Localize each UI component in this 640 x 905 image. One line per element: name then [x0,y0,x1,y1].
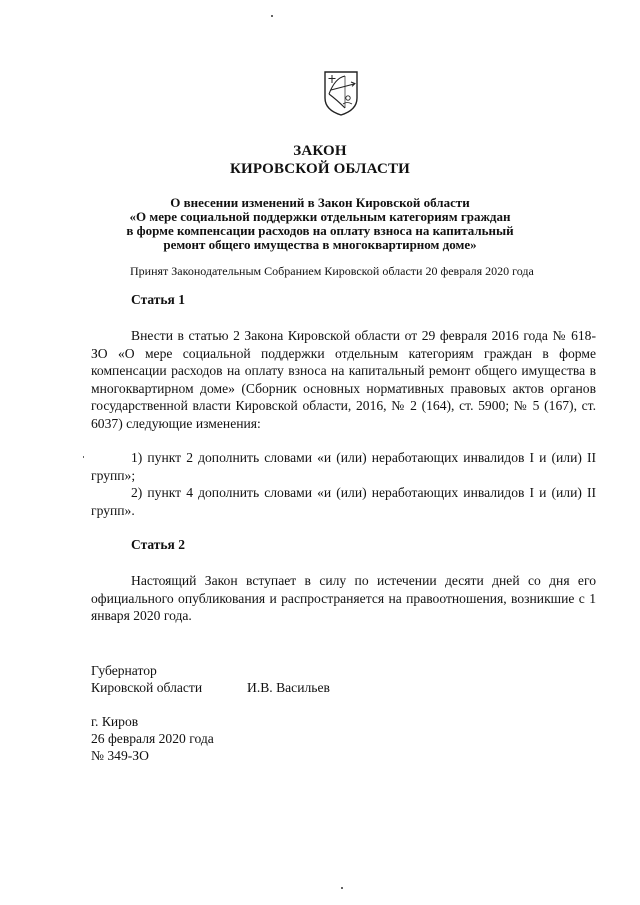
document-title: ЗАКОН [293,143,347,159]
signatory-region: Кировской области [91,680,203,695]
adoption-note: Принят Законодательным Собранием Кировской области 20 февраля 2020 года [130,264,534,278]
article-2-heading: Статья 2 [131,537,185,552]
law-subtitle-line: «О мере социальной поддержки отдельным категориям граждан [129,209,511,224]
scan-speck [83,456,84,458]
article-1-item: 2) пункт 4 дополнить словами «и (или) неработающих инвалидов I и (или) II групп». [91,485,596,518]
article-1-heading: Статья 1 [131,292,185,307]
article-1-item: 1) пункт 2 дополнить словами «и (или) неработающих инвалидов I и (или) II групп»; [91,450,596,483]
scan-speck [341,887,343,889]
article-2-text: Настоящий Закон вступает в силу по истечении десяти дней со дня его официального опубликования и распространяется на правоотношения, возникшие с 1 января 2020 года. [91,573,596,623]
scan-speck [271,15,273,17]
law-subtitle-line: в форме компенсации расходов на оплату взноса на капитальный [126,223,514,238]
law-number: № 349-ЗО [91,748,149,763]
signatory-name: И.В. Васильев [247,680,330,695]
law-subtitle-line: О внесении изменений в Закон Кировской области [170,195,470,210]
signatory-position: Губернатор [91,663,157,678]
law-subtitle-line: ремонт общего имущества в многоквартирном доме» [163,237,477,252]
place-of-signing: г. Киров [91,714,139,729]
signing-date: 26 февраля 2020 года [91,731,214,746]
kirov-region-coat-of-arms-icon [323,70,359,116]
article-1-intro: Внести в статью 2 Закона Кировской области от 29 февраля 2016 года № 618-ЗО «О мере социальной поддержки отдельным категориям граждан в форме компенсации расходов на оплату взноса на капитальный ремонт общего имущества в многоквартирном доме» (Сборник основных нормативных правовых актов органов государственной власти Кировской области, 2016, № 2 (164), ст. 5900; № 5 (167), ст. 6037) следующие изменения: [91,328,596,431]
document-title-region: КИРОВСКОЙ ОБЛАСТИ [229,161,411,177]
